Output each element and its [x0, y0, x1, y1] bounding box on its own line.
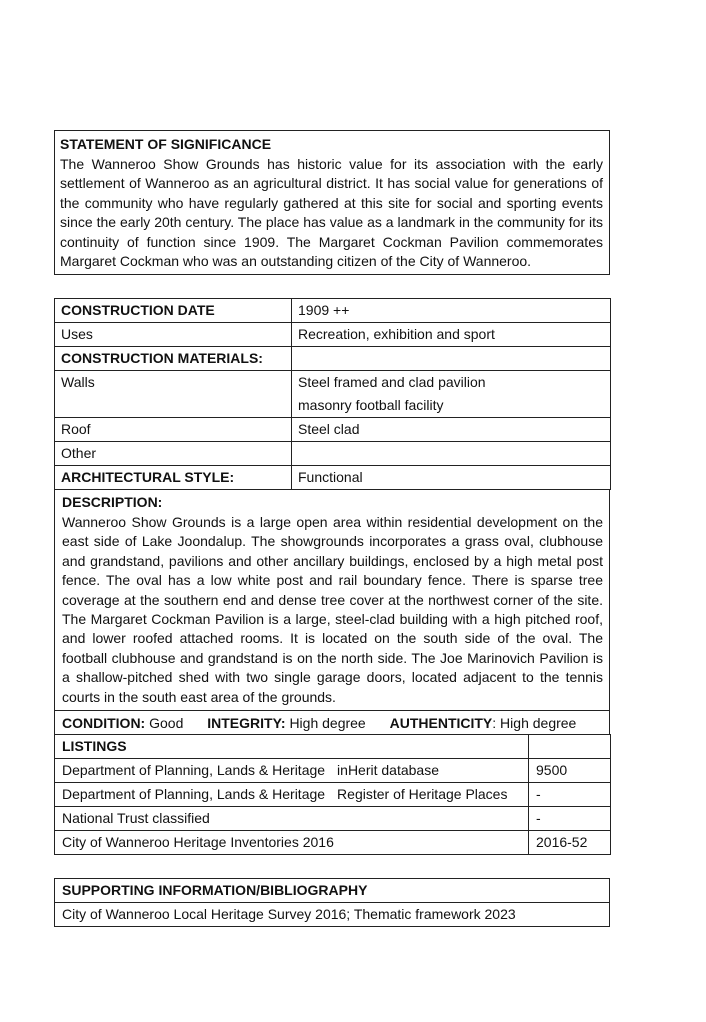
integrity-value: High degree — [289, 715, 366, 731]
authenticity-label: AUTHENTICITY — [389, 715, 493, 731]
integrity-label: INTEGRITY: — [207, 715, 286, 731]
table-row — [55, 323, 611, 347]
style-value: Functional — [292, 466, 611, 490]
table-row — [55, 783, 611, 807]
construction-date-value: 1909 ++ — [292, 299, 611, 323]
condition-label: CONDITION: — [62, 715, 146, 731]
table-row — [55, 879, 610, 903]
listing-org: National Trust classified — [62, 810, 210, 826]
construction-date-label: CONSTRUCTION DATE — [55, 299, 292, 323]
other-label: Other — [55, 442, 292, 466]
uses-label: Uses — [55, 323, 292, 347]
listing-name — [55, 807, 529, 831]
listing-org: Department of Planning, Lands & Heritage — [62, 786, 326, 802]
listing-register: inHerit database — [337, 762, 439, 778]
listing-value: - — [529, 783, 611, 807]
style-label: ARCHITECTURAL STYLE: — [55, 466, 292, 490]
table-row — [55, 418, 611, 442]
significance-text: The Wanneroo Show Grounds has historic value for its association with the early settlement of Wanneroo as an agricultural district. It has social value for generations of the community who have regularly gathered at this site for social and sporting events since the early 20th century. The place has value as a landmark in the community for its continuity of function since 1909. The Margaret Cockman Pavilion commemorates Margaret Cockman who was an outstanding citizen of the City of Wanneroo. — [60, 156, 603, 270]
supporting-heading: SUPPORTING INFORMATION/BIBLIOGRAPHY — [55, 879, 610, 903]
roof-label: Roof — [55, 418, 292, 442]
listing-org: City of Wanneroo Heritage Inventories 2016 — [62, 834, 334, 850]
table-row — [55, 903, 610, 927]
authenticity-value: : High degree — [492, 715, 577, 731]
condition-value: Good — [149, 715, 184, 731]
description-heading: DESCRIPTION: — [62, 494, 163, 510]
listing-value: - — [529, 807, 611, 831]
listing-name — [55, 783, 529, 807]
table-row — [55, 442, 611, 466]
table-row — [55, 371, 611, 418]
listings-table — [54, 734, 611, 855]
construction-details-table — [54, 298, 611, 490]
significance-heading: STATEMENT OF SIGNIFICANCE — [60, 136, 272, 152]
description-section — [54, 489, 610, 711]
materials-label: CONSTRUCTION MATERIALS: — [55, 347, 292, 371]
listings-heading-value — [529, 735, 611, 759]
table-row — [55, 299, 611, 323]
uses-value: Recreation, exhibition and sport — [292, 323, 611, 347]
listings-heading: LISTINGS — [55, 735, 529, 759]
roof-value: Steel clad — [292, 418, 611, 442]
table-row — [55, 735, 611, 759]
table-row — [55, 347, 611, 371]
listing-org: Department of Planning, Lands & Heritage — [62, 762, 326, 778]
listing-value: 2016-52 — [529, 831, 611, 855]
significance-section — [54, 130, 610, 275]
listing-register: Register of Heritage Places — [337, 786, 508, 802]
materials-value — [292, 347, 611, 371]
table-row — [55, 466, 611, 490]
walls-value-line-1: Steel framed and clad pavilion — [298, 374, 486, 390]
supporting-text: City of Wanneroo Local Heritage Survey 2016; Thematic framework 2023 — [55, 903, 610, 927]
table-row — [55, 759, 611, 783]
listing-name — [55, 759, 529, 783]
listing-value: 9500 — [529, 759, 611, 783]
other-value — [292, 442, 611, 466]
walls-value — [292, 371, 611, 418]
table-row — [55, 831, 611, 855]
supporting-table — [54, 878, 610, 927]
description-text: Wanneroo Show Grounds is a large open area within residential development on the east side of Lake Joondalup. The showgrounds incorporates a grass oval, clubhouse and grandstand, pavilions and other ancillary buildings, enclosed by a high metal post fence. The oval has a low white post and rail boundary fence. There is sparse tree coverage at the southern end and dense tree cover at the northwest corner of the site. The Margaret Cockman Pavilion is a large, steel-clad building with a high pitched roof, and lower roofed attached rooms. It is located on the south side of the oval. The football clubhouse and grandstand is on the north side. The Joe Marinovich Pavilion is a shallow-pitched shed with two single garage doors, located adjacent to the tennis courts in the south east area of the grounds. — [62, 514, 603, 705]
listing-name — [55, 831, 529, 855]
table-row — [55, 807, 611, 831]
condition-row — [54, 710, 610, 735]
walls-label: Walls — [55, 371, 292, 418]
walls-value-line-2: masonry football facility — [298, 397, 444, 413]
